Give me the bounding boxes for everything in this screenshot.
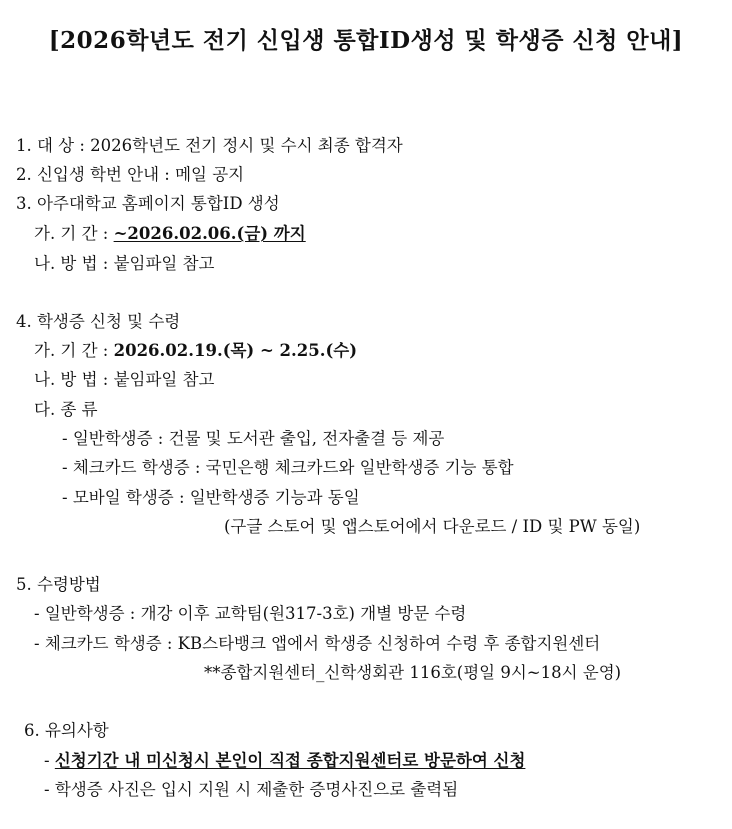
section-4-type-mobile-note: (구글 스토어 및 앱스토어에서 다운로드 / ID 및 PW 동일) [224,517,641,536]
section-4-method: 나. 방 법 : 붙임파일 참고 [34,370,215,389]
section-3-period-value: ~2026.02.06.(금) 까지 [113,224,306,243]
section-6-notice-2: - 학생증 사진은 입시 지원 시 제출한 증명사진으로 출력됨 [44,780,459,799]
section-6-heading: 6. 유의사항 [24,721,109,740]
section-3-heading: 3. 아주대학교 홈페이지 통합ID 생성 [16,194,280,213]
section-5-general: - 일반학생증 : 개강 이후 교학팀(원317-3호) 개별 방문 수령 [34,604,467,623]
document-title: [2026학년도 전기 신입생 통합ID생성 및 학생증 신청 안내] [48,27,684,54]
section-4-period-label: 가. 기 간 : [34,341,114,360]
section-5-center-note: **종합지원센터_신학생회관 116호(평일 9시~18시 운영) [204,663,622,682]
section-3-period-label: 가. 기 간 : [34,224,114,243]
section-6-notice-1 [44,751,525,771]
section-1-target: 1. 대 상 : 2026학년도 전기 정시 및 수시 최종 합격자 [16,136,403,155]
section-4-type-mobile: - 모바일 학생증 : 일반학생증 기능과 동일 [62,488,360,507]
section-3-method: 나. 방 법 : 붙임파일 참고 [34,254,215,273]
section-4-type-checkcard: - 체크카드 학생증 : 국민은행 체크카드와 일반학생증 기능 통합 [62,458,514,477]
section-4-type-general: - 일반학생증 : 건물 및 도서관 출입, 전자출결 등 제공 [62,429,445,448]
section-5-checkcard: - 체크카드 학생증 : KB스타뱅크 앱에서 학생증 신청하여 수령 후 종합지원센터 [34,634,601,653]
section-4-heading: 4. 학생증 신청 및 수령 [16,312,181,331]
section-5-heading: 5. 수령방법 [16,575,101,594]
section-4-period [34,341,357,361]
section-4-period-value: 2026.02.19.(목) ~ 2.25.(수) [113,341,358,360]
section-2-student-id: 2. 신입생 학번 안내 : 메일 공지 [16,165,245,184]
section-6-notice-1-dash: - [44,751,55,770]
section-4-types: 다. 종 류 [34,400,98,419]
section-3-period [34,224,306,244]
section-6-notice-1-text: 신청기간 내 미신청시 본인이 직접 종합지원센터로 방문하여 신청 [54,751,526,770]
